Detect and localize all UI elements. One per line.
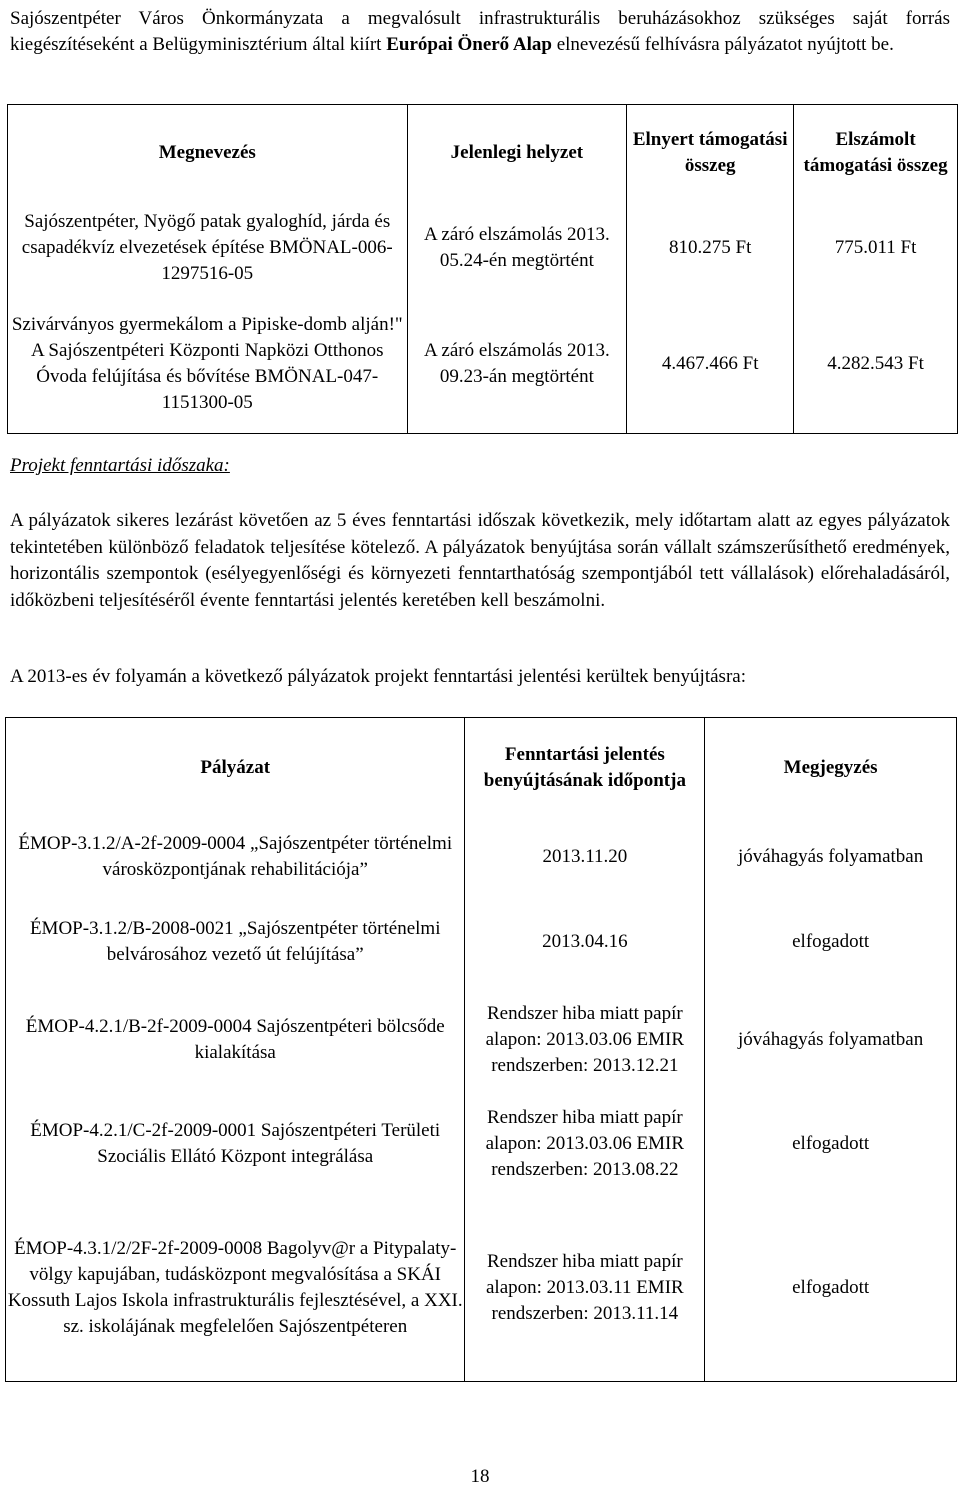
page-number: 18 <box>470 1466 490 1487</box>
table-row <box>8 296 958 434</box>
header-name: Megnevezés <box>8 105 408 201</box>
table-row <box>8 201 958 296</box>
header-project: Pályázat <box>6 718 465 818</box>
header-won-amount: Elnyert támogatási összeg <box>627 105 794 201</box>
reports-table <box>5 717 957 1382</box>
row-project: ÉMOP-4.3.1/2/2F-2f-2009-0008 Bagolyv@r a Pitypalaty-völgy kapujában, tudásközpont megvalósítása a SKÁI Kossuth Lajos Iskola infrastrukturális fejlesztésével, a XXI. sz. iskolájának megfelelően Sajószentpéteren <box>6 1196 465 1382</box>
funding-table <box>7 104 958 434</box>
table-row <box>6 818 957 896</box>
row-project: ÉMOP-3.1.2/B-2008-0021 „Sajószentpéter történelmi belvárosához vezető út felújítása” <box>6 896 465 988</box>
row-date: 2013.11.20 <box>465 818 705 896</box>
row-settled: 4.282.543 Ft <box>794 296 958 434</box>
reports-table-header <box>6 718 957 818</box>
row-note: elfogadott <box>705 1092 957 1196</box>
reports-intro-paragraph: A 2013-es év folyamán a következő pályázatok projekt fenntartási jelentési kerültek benyújtásra: <box>10 666 746 687</box>
row-note: elfogadott <box>705 1196 957 1382</box>
row-project: ÉMOP-3.1.2/A-2f-2009-0004 „Sajószentpéter történelmi városközpontjának rehabilitációja” <box>6 818 465 896</box>
header-settled-amount: Elszámolt támogatási összeg <box>794 105 958 201</box>
table-row <box>6 988 957 1092</box>
intro-text-2: elnevezésű felhívásra pályázatot nyújtott be. <box>551 34 894 55</box>
intro-text-1: Sajószentpéter Város Önkormányzata a megvalósult infrastrukturális beruházásokhoz szükséges saját forrás kiegészítéseként a Belügyminisztérium által kiírt <box>10 8 950 55</box>
row-name: Szivárványos gyermekálom a Pipiske-domb alján!" A Sajószentpéteri Központi Napközi Otthonos Óvoda felújítása és bővítése BMÖNAL-047-1151300-05 <box>8 296 408 434</box>
row-won: 4.467.466 Ft <box>627 296 794 434</box>
row-note: jóváhagyás folyamatban <box>705 988 957 1092</box>
row-name: Sajószentpéter, Nyögő patak gyaloghíd, járda és csapadékvíz elvezetések építése BMÖNAL-006-1297516-05 <box>8 201 408 296</box>
row-date: Rendszer hiba miatt papír alapon: 2013.03.11 EMIR rendszerben: 2013.11.14 <box>465 1196 705 1382</box>
maintenance-paragraph: A pályázatok sikeres lezárást követően az 5 éves fenntartási időszak következik, mely időtartam alatt az egyes pályázatok tekintetében különböző feladatok teljesítése kötelező. A pályázatok benyújtása során vállalt számszerűsíthető eredmények, horizontális szempontok (esélyegyenlőségi és környezeti fenntarthatóság szempontjából tett vállalások) előrehaladásáról, időközbeni teljesítéséről évente fenntartási jelentés keretében kell beszámolni. <box>10 510 950 611</box>
table-row <box>6 1092 957 1196</box>
row-project: ÉMOP-4.2.1/B-2f-2009-0004 Sajószentpéteri bölcsőde kialakítása <box>6 988 465 1092</box>
intro-bold-fund-name: Európai Önerő Alap <box>386 34 552 55</box>
row-project: ÉMOP-4.2.1/C-2f-2009-0001 Sajószentpéteri Területi Szociális Ellátó Központ integrálása <box>6 1092 465 1196</box>
row-settled: 775.011 Ft <box>794 201 958 296</box>
row-note: jóváhagyás folyamatban <box>705 818 957 896</box>
row-note: elfogadott <box>705 896 957 988</box>
row-status: A záró elszámolás 2013. 09.23-án megtörtént <box>407 296 627 434</box>
header-report-date: Fenntartási jelentés benyújtásának időpontja <box>465 718 705 818</box>
header-note: Megjegyzés <box>705 718 957 818</box>
row-date: 2013.04.16 <box>465 896 705 988</box>
row-status: A záró elszámolás 2013. 05.24-én megtörtént <box>407 201 627 296</box>
row-date: Rendszer hiba miatt papír alapon: 2013.03.06 EMIR rendszerben: 2013.08.22 <box>465 1092 705 1196</box>
section-title: Projekt fenntartási időszaka: <box>10 455 230 476</box>
intro-paragraph <box>10 6 950 58</box>
row-date: Rendszer hiba miatt papír alapon: 2013.03.06 EMIR rendszerben: 2013.12.21 <box>465 988 705 1092</box>
table-row <box>6 1196 957 1382</box>
row-won: 810.275 Ft <box>627 201 794 296</box>
table-row <box>6 896 957 988</box>
funding-table-header <box>8 105 958 201</box>
header-status: Jelenlegi helyzet <box>407 105 627 201</box>
